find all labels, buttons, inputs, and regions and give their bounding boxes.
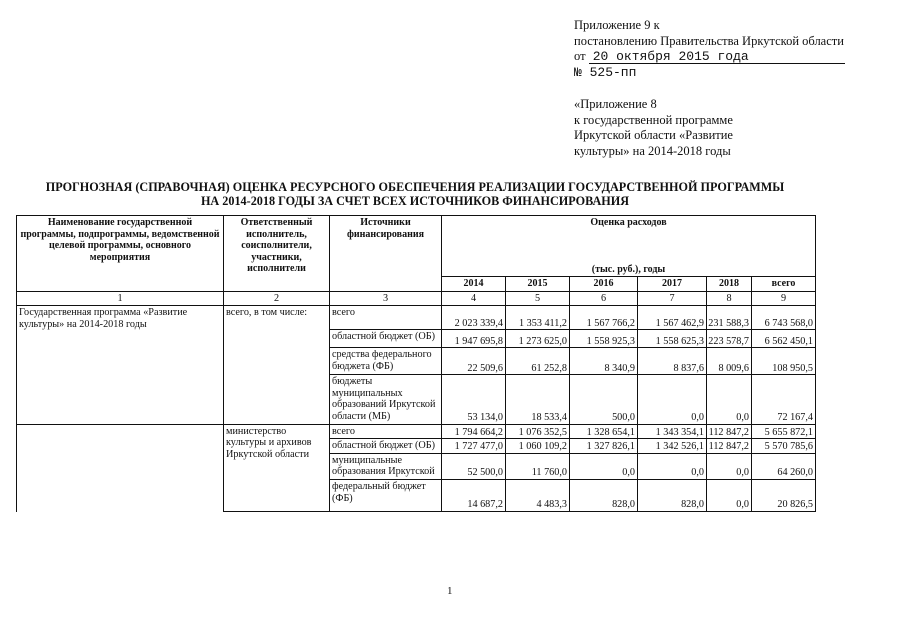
value-cell: 223 578,7 bbox=[707, 330, 752, 348]
value-cell: 0,0 bbox=[570, 453, 638, 479]
value-cell: 231 588,3 bbox=[707, 306, 752, 330]
appendix-line-2: постановлению Правительства Иркутской области bbox=[574, 33, 844, 48]
value-cell: 1 076 352,5 bbox=[506, 424, 570, 439]
col-number: 2 bbox=[224, 291, 330, 306]
value-cell: 1 273 625,0 bbox=[506, 330, 570, 348]
appendix-date: 20 октября 2015 года bbox=[589, 50, 845, 64]
header-year: 2015 bbox=[506, 277, 570, 292]
value-cell: 1 558 925,3 bbox=[570, 330, 638, 348]
source-cell: всего bbox=[330, 306, 442, 330]
col-number: 5 bbox=[506, 291, 570, 306]
value-cell: 1 060 109,2 bbox=[506, 439, 570, 454]
value-cell: 1 328 654,1 bbox=[570, 424, 638, 439]
program-name-cell-continued bbox=[17, 424, 224, 511]
value-cell: 1 727 477,0 bbox=[442, 439, 506, 454]
value-cell: 2 023 339,4 bbox=[442, 306, 506, 330]
value-cell: 5 570 785,6 bbox=[752, 439, 816, 454]
appendix-8-reference bbox=[574, 97, 733, 159]
value-cell: 6 743 568,0 bbox=[752, 306, 816, 330]
header-name: Наименование государственной программы, подпрограммы, ведомственной целевой программы, основного мероприятия bbox=[17, 216, 224, 292]
source-cell: бюджеты муниципальных образований Иркутской области (МБ) bbox=[330, 375, 442, 424]
table-row bbox=[17, 424, 816, 439]
executor-cell: министерство культуры и архивов Иркутской области bbox=[224, 424, 330, 511]
title-line-2: НА 2014-2018 ГОДЫ ЗА СЧЕТ ВСЕХ ИСТОЧНИКОВ ФИНАНСИРОВАНИЯ bbox=[200, 194, 630, 208]
col-number: 8 bbox=[707, 291, 752, 306]
appendix-header bbox=[574, 18, 845, 80]
document-title bbox=[20, 180, 810, 208]
appendix2-line-1: «Приложение 8 bbox=[574, 97, 657, 111]
value-cell: 1 567 766,2 bbox=[570, 306, 638, 330]
title-line-1: ПРОГНОЗНАЯ (СПРАВОЧНАЯ) ОЦЕНКА РЕСУРСНОГО ОБЕСПЕЧЕНИЯ РЕАЛИЗАЦИИ ГОСУДАРСТВЕННОЙ ПРОГРАММЫ bbox=[45, 180, 785, 194]
col-number: 9 bbox=[752, 291, 816, 306]
header-year: 2014 bbox=[442, 277, 506, 292]
value-cell: 64 260,0 bbox=[752, 453, 816, 479]
value-cell: 5 655 872,1 bbox=[752, 424, 816, 439]
value-cell: 112 847,2 bbox=[707, 439, 752, 454]
table-row bbox=[17, 306, 816, 330]
value-cell: 8 009,6 bbox=[707, 348, 752, 375]
value-cell: 72 167,4 bbox=[752, 375, 816, 424]
value-cell: 8 340,9 bbox=[570, 348, 638, 375]
value-cell: 1 343 354,1 bbox=[638, 424, 707, 439]
value-cell: 1 567 462,9 bbox=[638, 306, 707, 330]
value-cell: 6 562 450,1 bbox=[752, 330, 816, 348]
appendix2-line-4: культуры» на 2014-2018 годы bbox=[574, 143, 731, 158]
col-number: 3 bbox=[330, 291, 442, 306]
appendix2-line-2: к государственной программе bbox=[574, 112, 733, 127]
value-cell: 112 847,2 bbox=[707, 424, 752, 439]
resource-table bbox=[16, 215, 816, 512]
header-year: 2017 bbox=[638, 277, 707, 292]
header-total: всего bbox=[752, 277, 816, 292]
value-cell: 61 252,8 bbox=[506, 348, 570, 375]
value-cell: 22 509,6 bbox=[442, 348, 506, 375]
value-cell: 4 483,3 bbox=[506, 480, 570, 512]
value-cell: 0,0 bbox=[707, 480, 752, 512]
header-estimate: Оценка расходов bbox=[442, 216, 816, 263]
value-cell: 11 760,0 bbox=[506, 453, 570, 479]
value-cell: 1 947 695,8 bbox=[442, 330, 506, 348]
col-number: 1 bbox=[17, 291, 224, 306]
header-units: (тыс. руб.), годы bbox=[442, 263, 816, 277]
source-cell: средства федерального бюджета (ФБ) bbox=[330, 348, 442, 375]
value-cell: 1 558 625,3 bbox=[638, 330, 707, 348]
value-cell: 52 500,0 bbox=[442, 453, 506, 479]
value-cell: 0,0 bbox=[638, 453, 707, 479]
value-cell: 14 687,2 bbox=[442, 480, 506, 512]
value-cell: 108 950,5 bbox=[752, 348, 816, 375]
value-cell: 1 342 526,1 bbox=[638, 439, 707, 454]
header-sources: Источники финансирования bbox=[330, 216, 442, 292]
appendix-date-line bbox=[574, 49, 845, 65]
appendix2-line-3: Иркутской области «Развитие bbox=[574, 128, 733, 142]
value-cell: 18 533,4 bbox=[506, 375, 570, 424]
value-cell: 0,0 bbox=[707, 375, 752, 424]
value-cell: 20 826,5 bbox=[752, 480, 816, 512]
value-cell: 0,0 bbox=[707, 453, 752, 479]
appendix-number: № 525-пп bbox=[574, 64, 637, 80]
value-cell: 1 327 826,1 bbox=[570, 439, 638, 454]
appendix-from-label: от bbox=[574, 49, 586, 63]
page-number: 1 bbox=[447, 585, 453, 597]
source-cell: федеральный бюджет (ФБ) bbox=[330, 480, 442, 512]
program-name-cell: Государственная программа «Развитие культуры» на 2014-2018 годы bbox=[17, 306, 224, 424]
value-cell: 1 794 664,2 bbox=[442, 424, 506, 439]
value-cell: 500,0 bbox=[570, 375, 638, 424]
appendix-line-1: Приложение 9 к bbox=[574, 18, 660, 32]
header-year: 2016 bbox=[570, 277, 638, 292]
source-cell: всего bbox=[330, 424, 442, 439]
value-cell: 0,0 bbox=[638, 375, 707, 424]
source-cell: областной бюджет (ОБ) bbox=[330, 330, 442, 348]
col-number: 7 bbox=[638, 291, 707, 306]
header-year: 2018 bbox=[707, 277, 752, 292]
col-number: 4 bbox=[442, 291, 506, 306]
value-cell: 1 353 411,2 bbox=[506, 306, 570, 330]
value-cell: 828,0 bbox=[638, 480, 707, 512]
value-cell: 53 134,0 bbox=[442, 375, 506, 424]
header-executor: Ответственный исполнитель, соисполнители, участники, исполнители bbox=[224, 216, 330, 292]
executor-cell: всего, в том числе: bbox=[224, 306, 330, 424]
col-number: 6 bbox=[570, 291, 638, 306]
source-cell: муниципальные образования Иркутской bbox=[330, 453, 442, 479]
source-cell: областной бюджет (ОБ) bbox=[330, 439, 442, 454]
value-cell: 8 837,6 bbox=[638, 348, 707, 375]
value-cell: 828,0 bbox=[570, 480, 638, 512]
